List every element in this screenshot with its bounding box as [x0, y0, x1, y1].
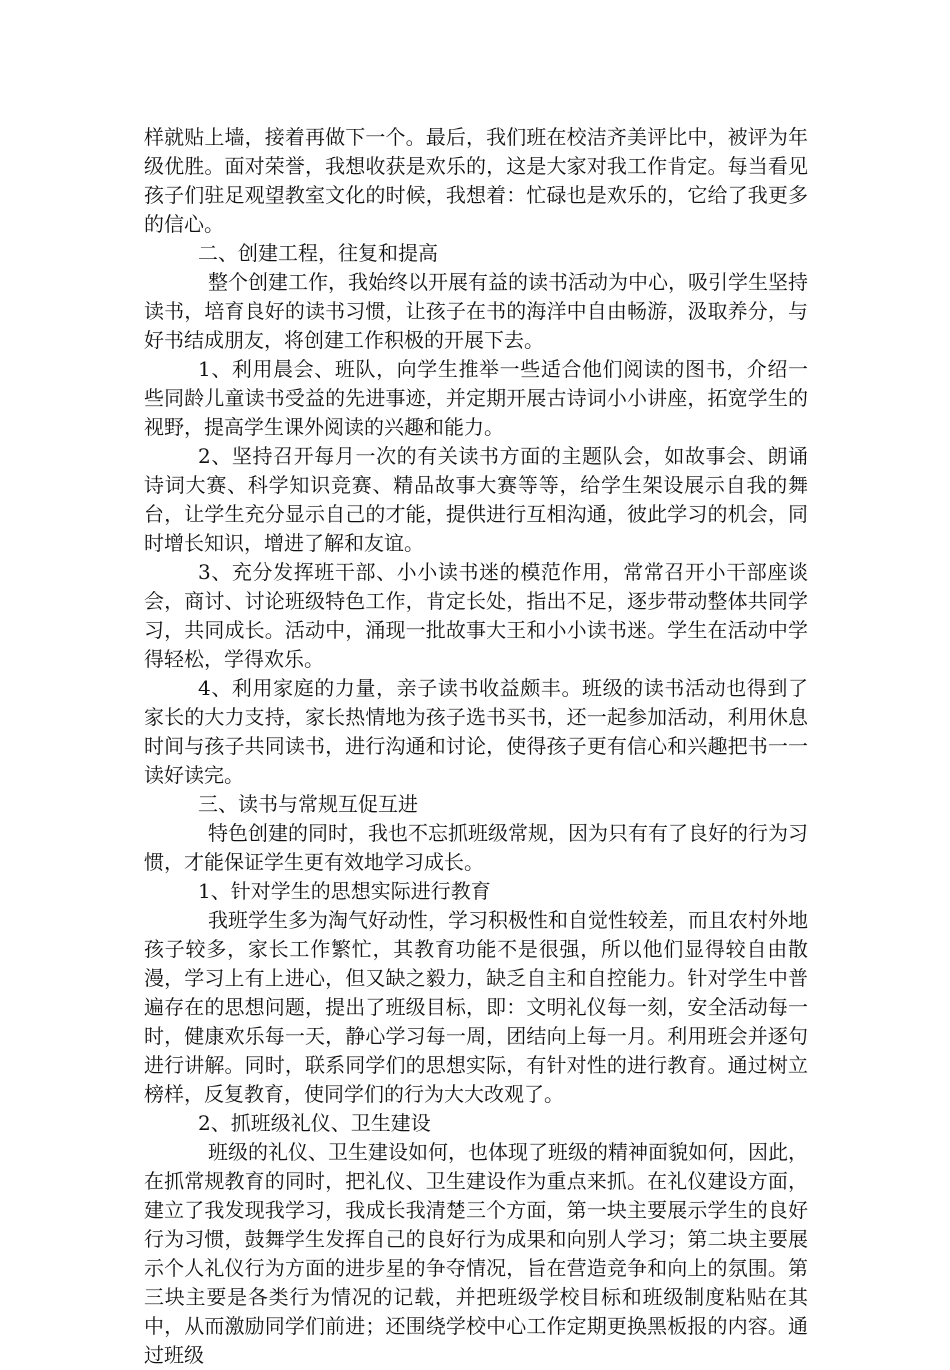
paragraph-etiquette: 班级的礼仪、卫生建设如何，也体现了班级的精神面貌如何，因此，在抓常规教育的同时，把礼仪、卫生建设作为重点来抓。在礼仪建设方面，建立了我发现我学习，我成长我清楚三个方面，第一块主要展示学生的良好行为习惯，鼓舞学生发挥自己的良好行为成果和向别人学习；第二块主要展示个人礼仪行为方面的进步星的争夺情况，旨在营造竞争和向上的氛围。第三块主要是各类行为情况的记载，并把班级学校目标和班级制度粘贴在其中，从而激励同学们前进；还围绕学校中心工作定期更换黑板报的内容。通过班级	[144, 1140, 808, 1367]
subheading-1: 1、针对学生的思想实际进行教育	[198, 879, 491, 903]
list-item-3: 3、充分发挥班干部、小小读书迷的模范作用，常常召开小干部座谈会，商讨、讨论班级特色工作，肯定长处，指出不足，逐步带动整体共同学习，共同成长。活动中，涌现一批故事大王和小小读书迷。学生在活动中学得轻松，学得欢乐。	[144, 560, 808, 671]
section-heading-3: 三、读书与常规互促互进	[198, 792, 418, 816]
paragraph-creation-intro: 整个创建工作，我始终以开展有益的读书活动为中心，吸引学生坚持读书，培育良好的读书习惯，让孩子在书的海洋中自由畅游，汲取养分，与好书结成朋友，将创建工作积极的开展下去。	[144, 270, 808, 352]
subheading-2: 2、抓班级礼仪、卫生建设	[198, 1111, 431, 1135]
list-item-1: 1、利用晨会、班队，向学生推举一些适合他们阅读的图书，介绍一些同龄儿童读书受益的先进事迹，并定期开展古诗词小小讲座，拓宽学生的视野，提高学生课外阅读的兴趣和能力。	[144, 357, 808, 439]
list-item-4: 4、利用家庭的力量，亲子读书收益颇丰。班级的读书活动也得到了家长的大力支持，家长热情地为孩子选书买书，还一起参加活动，利用休息时间与孩子共同读书，进行沟通和讨论，使得孩子更有信心和兴趣把书一一读好读完。	[144, 676, 808, 787]
list-item-2: 2、坚持召开每月一次的有关读书方面的主题队会，如故事会、朗诵诗词大赛、科学知识竞赛、精品故事大赛等等，给学生架设展示自我的舞台，让学生充分显示自己的才能，提供进行互相沟通，彼此学习的机会，同时增长知识，增进了解和友谊。	[144, 444, 808, 555]
paragraph-continuation: 样就贴上墙，接着再做下一个。最后，我们班在校洁齐美评比中，被评为年级优胜。面对荣誉，我想收获是欢乐的，这是大家对我工作肯定。每当看见孩子们驻足观望教室文化的时候，我想着：忙碌也是欢乐的，它给了我更多的信心。	[144, 125, 808, 236]
paragraph-routine-intro: 特色创建的同时，我也不忘抓班级常规，因为只有有了良好的行为习惯，才能保证学生更有效地学习成长。	[144, 821, 808, 874]
paragraph-education: 我班学生多为淘气好动性，学习积极性和自觉性较差，而且农村外地孩子较多，家长工作繁忙，其教育功能不是很强，所以他们显得较自由散漫，学习上有上进心，但又缺之毅力，缺乏自主和自控能力。针对学生中普遍存在的思想问题，提出了班级目标，即：文明礼仪每一刻，安全活动每一时，健康欢乐每一天，静心学习每一周，团结向上每一月。利用班会并逐句进行讲解。同时，联系同学们的思想实际，有针对性的进行教育。通过树立榜样，反复教育，使同学们的行为大大改观了。	[144, 908, 808, 1106]
document-body	[144, 123, 808, 1370]
section-heading-2: 二、创建工程，往复和提高	[198, 241, 438, 265]
